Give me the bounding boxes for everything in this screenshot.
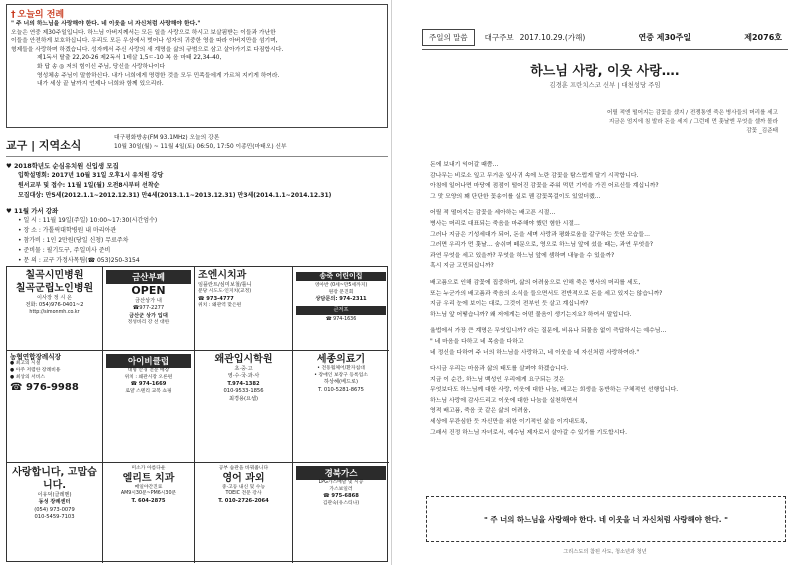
ad-line: 임플란트/심미보철/틀니 <box>198 282 252 288</box>
news-item-line: • 장 소 : 가톨릭대학병원 내 마리아관 <box>18 227 117 234</box>
ad-title: 엘리트 치과 <box>122 472 175 484</box>
ad-hospital <box>7 267 103 351</box>
ad-eyewear <box>103 351 195 463</box>
broadcast-line: 대구평화방송(FM 93.1MHz) 오늘의 강론 <box>114 135 220 141</box>
ad-line: ☎977-2277 <box>132 305 165 312</box>
ad-line: 김관숙(유스티나) <box>322 500 360 506</box>
news-item-line: • 참가비 : 1인 2만원(당일 신청) 무료주차 <box>18 237 129 244</box>
news-item-line: 입학설명회: 2017년 10월 31일 오후1시 유치원 강당 <box>18 172 164 179</box>
bulletin-header <box>422 26 788 50</box>
homily-line: " 네 마음을 다하고 네 목숨을 다하고 <box>430 338 524 345</box>
readings-line: 제1독서 탈출 22,20-26 제2독서 1테살 1,5ㄷ-10 복 음 마태 22,34-40, <box>37 55 222 62</box>
ad-title: 금산부페 <box>106 270 191 284</box>
news-item-heading: ♥ 11월 가서 강좌 <box>6 207 59 215</box>
ad-title: 경북가스 <box>296 466 386 480</box>
ad-funeral-center <box>7 463 103 563</box>
communion-line: 내가 세상 끝 날까지 언제나 너희와 함께 있으리라. <box>37 81 164 88</box>
homily-line: 그러면 우리가 먼 훗날… 숨쉬며 떼문으로, 영으로 하느님 앞에 섰을 때는, 과연 무엇을? <box>430 242 654 249</box>
ad-line: 영아반 (0세~만5세까지) <box>314 283 368 288</box>
ad-line: T. 010-2726-2064 <box>218 497 269 504</box>
ad-line: 010-9533-1856 <box>223 388 264 395</box>
ad-line: http://simonmh.co.kr <box>29 309 80 315</box>
poem-line: 지금은 엄지에 침 발라 돈을 세지 / 그런데 먼 훗날엔 무엇을 셀까 몰라 <box>608 119 778 125</box>
ad-daycare <box>293 267 389 351</box>
homily-line: 하느님 앞 어떻습니까? 왜 저에게는 어떤 물음이 생기는지요? 하여서 말입니다. <box>430 311 632 318</box>
homily-line: 네 정신을 다하여 주 너의 하느님을 사랑하고, 네 이웃을 네 자신처럼 사랑하여라." <box>430 349 640 356</box>
homily-line: 또는 누군가의 배고픔과 죽음의 소식을 들으면서도 전반적으로 돈을 세고 있지는 않습니까? <box>430 290 663 297</box>
homily-line: 돈에 보내기 익어갈 때쯤… <box>430 162 499 168</box>
ad-line: 공부 습관을 바꿔줍니다 <box>218 466 269 471</box>
homily-line: 과연 무엇을 세고 있을까? 무엇을 하느님 앞에 셈하며 내놓을 수 있을까? <box>430 252 615 259</box>
ad-title: 칠곡시민병원 <box>25 270 84 281</box>
homily-line: 영적 배고픔, 죽음 곳 같은 삶의 어려움, <box>430 408 531 415</box>
ad-title: 영어 과외 <box>222 472 265 484</box>
ad-funeral-hall <box>7 351 103 463</box>
publication-date: 2017.10.29.(가해) <box>519 33 586 42</box>
ad-line: ☎ 976-9988 <box>10 382 79 394</box>
sunday-label: 연중 제30주일 <box>638 33 692 42</box>
ad-title: 송죽 어린이집 <box>296 272 386 281</box>
news-item-heading: ♥ 2018학년도 순심유치원 신입생 모집 <box>6 162 119 170</box>
homily-line: 배고픔으로 인해 감꽃에 집중하며, 삶의 어려움으로 인해 죽은 병사의 머리를 세도, <box>430 279 641 286</box>
ad-title: 아이비클럽 <box>106 354 191 368</box>
left-page <box>0 0 392 565</box>
section-tag: 주일의 말씀 <box>422 29 475 46</box>
ad-line: ☎ 973-4777 <box>198 296 234 302</box>
homily-line: 감나무는 비로소 잎고 무거운 잎사귀 속에 노란 감꽃을 탐스럽게 달기 시작합니다. <box>430 172 639 179</box>
homily-title: 하느님 사랑, 이웃 사랑…. <box>530 64 680 79</box>
ad-line: T.974-1382 <box>227 380 260 387</box>
liturgy-intro-line: 형제들을 사랑하며 하겠습니다. 성자께서 주신 사랑의 새 계명을 삶의 규범으로 삼고 살아가기로 다짐합시다. <box>11 46 284 53</box>
homily-line: 율법에서 가장 큰 계명은 무엇입니까? 라는 질문에, 비유나 되물음 없이 즉답하시는 예수님… <box>430 328 667 335</box>
scripture-quote: " 주 너의 하느님을 사랑해야 한다. 네 이웃을 너 자신처럼 사랑해야 한다. " <box>483 514 729 524</box>
homily-author: 김경훈 프란치스코 신부 | 대천성당 주임 <box>549 81 661 89</box>
broadcast-info <box>114 134 287 151</box>
psalm-line: 화 답 송 ◎ 저의 힘이신 주님, 당신을 사랑하나이다 <box>37 63 166 70</box>
ad-medical-supply <box>293 351 389 463</box>
ad-line: ☎ 975-6868 <box>323 493 359 500</box>
ad-line: ☎ 974-1636 <box>325 316 357 322</box>
ad-line: 010-5459-7103 <box>34 514 75 521</box>
ad-line: ● 최고의 시설 <box>10 361 41 367</box>
homily-line: 지금 이 순간, 하느님 백성인 우리에게 요구되는 것은 <box>430 376 565 383</box>
ad-line: 큰저프 <box>296 306 386 315</box>
footer-note: 그리스도의 참된 사도, 청소년과 청년 <box>563 549 647 555</box>
homily-line: 혹시 지금 고민되십니까? <box>430 263 494 270</box>
liturgy-title: 오늘의 전례 <box>17 10 65 20</box>
news-item-line: • 준비물 : 필기도구, 주일미사 준비 <box>18 247 111 254</box>
homily-line: 병사는 머리로 대표되는 죽음을 마주해야 했던 혐한 시절… <box>430 220 580 227</box>
homily-line: 아침에 일어나면 마당에 점점이 떨어진 감꽃을 주워 먹던 기억을 가진 어르신들 계십니까? <box>430 183 659 190</box>
ad-line: 이사장 정 시 온 <box>36 295 72 301</box>
news-item-line: 모집대상: 만5세(2012.1.1~2012.12.31) 만4세(2013.1.1~2013.12.31) 만3세(2014.1.1~2014.12.31) <box>18 192 332 199</box>
ad-line: 칠곡군립노인병원 <box>15 283 94 294</box>
ad-line: LPG가스배달 및 시공 <box>318 480 364 485</box>
ad-line: 상담문의: 974-2311 <box>315 296 367 303</box>
ad-line: T. 604-2875 <box>131 497 166 504</box>
ad-line: 전화: 054)976-0401~2 <box>25 302 84 309</box>
poem-line: 어릴 적엔 떨어지는 감꽃을 셌지 / 전쟁통엔 죽은 병사들의 머리를 세고 <box>607 110 778 116</box>
ad-line: 분당 시도도·인지치(교정) <box>198 289 252 295</box>
homily-line: 다시금 우리는 마음과 삶의 태도를 살펴야 하겠습니다. <box>430 366 569 373</box>
homily-line: 지금 우리 눈에 보이는 대로, 그것이 전부인 듯 살고 계십니까? <box>430 301 589 308</box>
issue-number: 제2076호 <box>744 33 782 42</box>
ad-gas <box>293 463 389 563</box>
ad-line: AM9시30분~PM6시30분 <box>120 491 177 497</box>
ad-title: 조엔시치과 <box>198 270 247 281</box>
ad-buffet <box>103 267 195 351</box>
poem-quote <box>518 109 778 136</box>
ad-elite-dental <box>103 463 195 563</box>
communion-line: 영성체송 주님이 말씀하신다. 내가 너희에게 명령한 것을 모두 민족들에게 가르쳐 지키게 하여라. <box>37 72 280 79</box>
ad-line: TOEIC 전문 강사 <box>225 491 262 497</box>
ad-line: 초·중·고 <box>234 366 253 372</box>
news-title: 교구 | 지역소식 <box>6 139 82 152</box>
homily-line: 하느님 사랑에 감사드리고 이웃에 대한 나눔을 실천하면서 <box>430 397 578 404</box>
liturgy-verse: " 주 너의 하느님을 사랑해야 한다. 네 이웃을 너 자신처럼 사랑해야 한다." <box>11 21 201 27</box>
ad-line: 위치 : 왜관역 맞은편 <box>198 303 242 309</box>
homily-line: 무엇보다도 하느님께 대한 사랑, 이웃에 대한 나눔, 배고는 희생을 동반하는 구체적인 선행입니다. <box>430 387 679 394</box>
liturgy-box <box>6 4 388 128</box>
ad-line: 로얄 스텐리 교복 쇼핑 <box>125 388 172 394</box>
ad-line: 원장 문진회 <box>328 289 354 295</box>
ad-line: T. 010-5281-8675 <box>318 386 364 393</box>
ad-line: • 장애인 보장구 등록업소 <box>314 372 368 378</box>
ad-english-tutor <box>195 463 293 563</box>
ad-dental <box>195 267 293 351</box>
ad-line: 미소가 아름다운 <box>131 466 166 471</box>
ad-line: 금산군 상가 입대 <box>129 312 168 319</box>
ad-line: 영·수·국·과·사 <box>227 373 260 380</box>
ad-line: 가스보일러 <box>329 486 353 492</box>
ad-line: 금산상가 내 <box>135 298 162 304</box>
ad-line: 이유덕(클레멘) <box>37 492 72 498</box>
ad-line: 정성바리 강 선 대한 <box>127 320 170 326</box>
ad-line: 하상혜(베드로) <box>323 379 359 386</box>
homily-line: 그래서 진정 하느님 자녀로서, 예수님 제자로서 살아갈 수 있기를 기도합시다. <box>430 429 627 436</box>
publication-name: 대구주보 <box>484 33 514 42</box>
homily-line: 그 맛 모양의 꽤 단단한 꽃송이를 실로 꿴 감꽃목걸이도 있었더랬… <box>430 193 601 200</box>
ad-line: 대형 안경 전문 매장 <box>127 368 170 373</box>
liturgy-intro-line: 이들을 안전하게 보호하십니다. 우리도 모든 우상에서 벗어나 성자의 귀중한 영을 따라 아버지만을 섬기며, <box>11 38 278 45</box>
ad-title: 농협연합장례식장 <box>10 353 61 361</box>
ad-line: 최경용(요셉) <box>228 395 259 402</box>
broadcast-line: 10월 30일(월) ~ 11월 4일(토) 06:50, 17:50 이종민(마태오) 신부 <box>114 143 287 150</box>
homily-line: 세상에 무관심한 듯 자신만을 위한 이기적인 삶을 이겨내도록, <box>430 419 588 426</box>
ad-line: ☎ 974-1669 <box>130 381 167 388</box>
ad-academy <box>195 351 293 463</box>
news-item-line: 원서교부 및 접수: 11월 1일(월) 오전8시부터 선착순 <box>18 182 160 189</box>
homily-line: 그러나 지금은 기성세대가 되어, 돈을 세며 사랑과 평화로움을 갈구하는 듯한 모습들… <box>430 231 650 238</box>
cross-icon: † <box>11 10 16 20</box>
ad-line: OPEN <box>131 284 166 297</box>
homily-body <box>430 160 786 438</box>
ad-line: (054) 973-0079 <box>34 506 75 513</box>
ad-line: ● 아주 저렴한 장례비용 <box>10 368 61 373</box>
ad-line: 중·고등 내신 및 수능 <box>221 484 266 490</box>
right-page <box>408 0 800 565</box>
ad-title: 사랑합니다, 고맙습니다. <box>12 467 97 491</box>
ads-grid <box>6 266 388 562</box>
poem-source: 감꽃 _김준태 <box>746 128 778 134</box>
ad-line: 동성 장례센터 <box>38 499 71 506</box>
ad-line: 매일야간진료 <box>134 484 163 490</box>
liturgy-intro-line: 오늘은 연중 제30주일입니다. 하느님 아버지께서는 모든 일을 사랑으로 하시고 보살핌받는 이들과 가난한 <box>11 29 276 36</box>
ad-title: 왜관입시학원 <box>214 354 273 365</box>
ad-line: 위치 : 왜관시장 오른편 <box>124 374 173 380</box>
news-item-line: • 일 시 : 11월 19일(주일) 10:00~17:30(시간엄수) <box>18 217 158 224</box>
homily-line: 어릴 적 떨어지는 감꽃을 세아하는 배고픈 시절… <box>430 210 556 217</box>
ad-line: • 전동휠체어/환자침대 <box>317 366 365 371</box>
scripture-quote-box <box>426 496 786 542</box>
ad-line: ● 최상의 서비스 <box>10 374 46 380</box>
news-item-line: • 문 의 : 교구 가정사목팀(☎ 053)250-3154 <box>18 257 140 264</box>
ad-title: 세종의료기 <box>316 354 366 365</box>
